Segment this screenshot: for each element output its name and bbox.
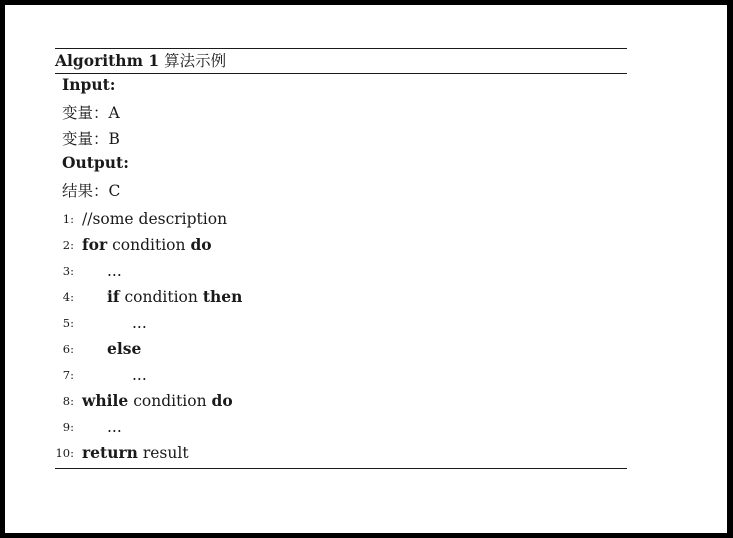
keyword: for — [82, 235, 108, 254]
keyword: return — [82, 443, 138, 462]
document-page — [5, 5, 727, 533]
line-number: 8: — [62, 394, 74, 408]
algorithm-line — [55, 388, 627, 414]
algorithm-line — [55, 414, 627, 440]
algorithm-line — [55, 310, 627, 336]
input-item: 变量：A — [62, 104, 120, 122]
line-number: 3: — [62, 264, 74, 278]
keyword: then — [202, 287, 243, 306]
keyword: if — [107, 287, 120, 306]
keyword: else — [107, 339, 142, 358]
output-label: Output: — [62, 153, 129, 172]
line-text: result — [142, 444, 189, 462]
line-number: 10: — [55, 446, 74, 460]
line-text: condition — [124, 288, 198, 306]
line-number: 2: — [62, 238, 74, 252]
algorithm-lines — [55, 206, 627, 466]
line-number: 1: — [62, 212, 74, 226]
algorithm-line — [55, 440, 627, 466]
line-text: ... — [107, 418, 122, 436]
input-item: 变量：B — [62, 130, 120, 148]
line-number: 6: — [62, 342, 74, 356]
algorithm-block — [55, 48, 627, 469]
bottom-rule — [55, 468, 627, 469]
algorithm-line — [55, 362, 627, 388]
keyword: do — [190, 235, 212, 254]
caption-label: Algorithm 1 — [55, 51, 160, 70]
algorithm-caption — [55, 49, 627, 73]
line-text: condition — [133, 392, 207, 410]
algorithm-line — [55, 232, 627, 258]
algorithm-line — [55, 336, 627, 362]
keyword: while — [82, 391, 129, 410]
algorithm-line — [55, 258, 627, 284]
algorithm-line — [55, 206, 627, 232]
line-text: //some description — [82, 210, 228, 228]
line-text: ... — [132, 314, 147, 332]
algorithm-line — [55, 284, 627, 310]
output-item: 结果：C — [62, 182, 121, 200]
line-number: 7: — [62, 368, 74, 382]
input-label: Input: — [62, 75, 116, 94]
line-number: 9: — [62, 420, 74, 434]
line-number: 5: — [62, 316, 74, 330]
keyword: do — [211, 391, 233, 410]
caption-title: 算法示例 — [164, 52, 227, 70]
line-text: ... — [132, 366, 147, 384]
line-text: ... — [107, 262, 122, 280]
line-number: 4: — [62, 290, 74, 304]
line-text: condition — [112, 236, 186, 254]
